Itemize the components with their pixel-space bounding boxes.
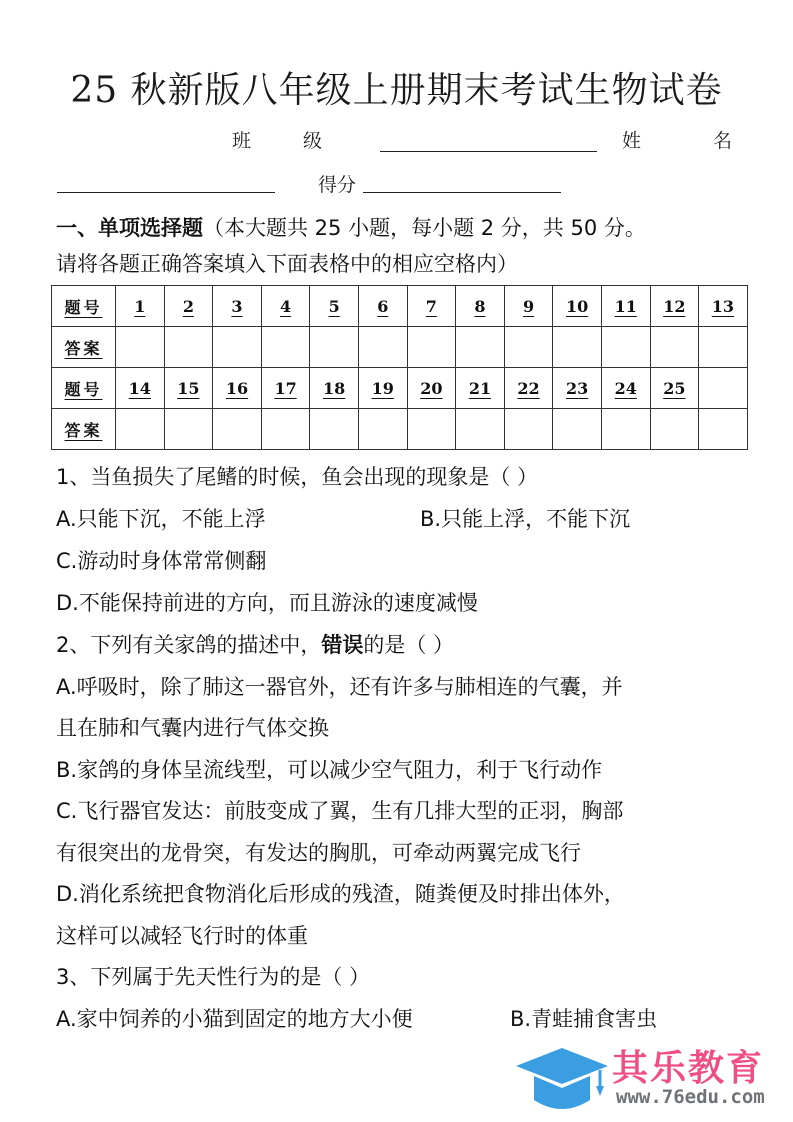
- question-1-option-a: A.只能下沉，不能上浮: [56, 507, 266, 531]
- answer-row-2: [52, 409, 748, 450]
- answer-cell[interactable]: [261, 409, 310, 450]
- answer-cell[interactable]: [504, 327, 553, 368]
- question-number-cell: 1: [116, 286, 165, 327]
- answer-cell[interactable]: [164, 409, 213, 450]
- question-number-row-2: [52, 368, 748, 409]
- answer-cell[interactable]: [407, 409, 456, 450]
- question-number-cell: 13: [699, 286, 748, 327]
- document-title: 25 秋新版八年级上册期末考试生物试卷: [70, 70, 723, 111]
- question-number-cell: 18: [310, 368, 359, 409]
- question-2-option-c-line2: 有很突出的龙骨突，有发达的胸肌，可牵动两翼完成飞行: [56, 841, 581, 865]
- answer-cell[interactable]: [456, 409, 505, 450]
- answer-cell[interactable]: [358, 409, 407, 450]
- question-number-cell: 11: [601, 286, 650, 327]
- answer-cell[interactable]: [650, 409, 699, 450]
- row-label-answer: 答案: [52, 409, 116, 450]
- question-number-cell: 23: [553, 368, 602, 409]
- row-label-answer: 答案: [52, 327, 116, 368]
- question-number-cell: 7: [407, 286, 456, 327]
- answer-cell[interactable]: [650, 327, 699, 368]
- question-number-cell: 20: [407, 368, 456, 409]
- class-label-1: 班: [232, 130, 252, 152]
- question-number-cell: 14: [116, 368, 165, 409]
- answer-cell[interactable]: [553, 409, 602, 450]
- question-number-row-1: [52, 286, 748, 327]
- answer-cell[interactable]: [116, 409, 165, 450]
- question-number-cell: 24: [601, 368, 650, 409]
- section-heading: 一、单项选择题: [56, 216, 203, 240]
- question-number-cell: 10: [553, 286, 602, 327]
- question-2-option-d-line1: D.消化系统把食物消化后形成的残渣，随粪便及时排出体外，: [56, 882, 625, 906]
- answer-cell[interactable]: [116, 327, 165, 368]
- question-number-cell: 12: [650, 286, 699, 327]
- answer-cell[interactable]: [164, 327, 213, 368]
- question-number-cell: 3: [213, 286, 262, 327]
- question-number-cell: 17: [261, 368, 310, 409]
- question-number-cell: 25: [650, 368, 699, 409]
- empty-cell: [699, 409, 748, 450]
- question-number-cell: 6: [358, 286, 407, 327]
- question-1-option-c: C.游动时身体常常侧翻: [56, 549, 267, 573]
- answer-table: [51, 285, 748, 450]
- answer-row-1: [52, 327, 748, 368]
- section-heading-block: [56, 210, 756, 282]
- answer-cell[interactable]: [601, 327, 650, 368]
- question-number-cell: 22: [504, 368, 553, 409]
- name-label-2: 名: [713, 130, 733, 152]
- question-2-stem-pre: 2、下列有关家鸽的描述中，: [56, 633, 322, 657]
- score-label: 得分: [318, 174, 357, 196]
- class-label-2: 级: [303, 130, 323, 152]
- watermark-brand: 其乐教育: [612, 1048, 765, 1089]
- answer-cell[interactable]: [310, 409, 359, 450]
- question-1-option-b: B.只能上浮，不能下沉: [420, 507, 631, 531]
- answer-cell[interactable]: [601, 409, 650, 450]
- answer-cell[interactable]: [310, 327, 359, 368]
- answer-cell[interactable]: [699, 327, 748, 368]
- row-label-question: 题号: [52, 368, 116, 409]
- row-label-question: 题号: [52, 286, 116, 327]
- question-number-cell: 21: [456, 368, 505, 409]
- question-2-option-a-line1: A.呼吸时，除了肺这一器官外，还有许多与肺相连的气囊，并: [56, 675, 623, 699]
- question-2-option-b: B.家鸽的身体呈流线型，可以减少空气阻力，利于飞行动作: [56, 758, 603, 782]
- question-3-option-a: A.家中饲养的小猫到固定的地方大小便: [56, 1007, 413, 1031]
- question-2-stem: [56, 631, 454, 659]
- score-blank-line[interactable]: [363, 192, 561, 193]
- question-number-cell: 19: [358, 368, 407, 409]
- question-number-cell: 5: [310, 286, 359, 327]
- question-number-cell: 16: [213, 368, 262, 409]
- answer-cell[interactable]: [456, 327, 505, 368]
- question-2-stem-emphasis: 错误: [321, 633, 364, 657]
- question-1-stem: 1、当鱼损失了尾鳍的时候，鱼会出现的现象是（ ）: [56, 465, 539, 489]
- class-blank-line[interactable]: [380, 151, 597, 152]
- answer-cell[interactable]: [213, 409, 262, 450]
- question-number-cell: 2: [164, 286, 213, 327]
- question-2-option-d-line2: 这样可以减轻飞行时的体重: [56, 924, 308, 948]
- answer-cell[interactable]: [213, 327, 262, 368]
- empty-cell: [699, 368, 748, 409]
- question-number-cell: 15: [164, 368, 213, 409]
- question-2-stem-post: 的是（ ）: [363, 633, 455, 657]
- graduation-cap-icon: [512, 1046, 612, 1118]
- answer-cell[interactable]: [553, 327, 602, 368]
- name-blank-line[interactable]: [57, 192, 275, 193]
- question-1-option-d: D.不能保持前进的方向，而且游泳的速度减慢: [56, 591, 478, 615]
- question-2-option-c-line1: C.飞行器官发达：前肢变成了翼，生有几排大型的正羽，胸部: [56, 799, 624, 823]
- question-2-option-a-line2: 且在肺和气囊内进行气体交换: [56, 716, 329, 740]
- answer-cell[interactable]: [358, 327, 407, 368]
- name-label-1: 姓: [622, 130, 642, 152]
- question-3-option-b: B.青蛙捕食害虫: [510, 1007, 658, 1031]
- answer-cell[interactable]: [407, 327, 456, 368]
- question-number-cell: 8: [456, 286, 505, 327]
- question-number-cell: 9: [504, 286, 553, 327]
- question-number-cell: 4: [261, 286, 310, 327]
- section-instructions-1: （本大题共 25 小题，每小题 2 分，共 50 分。: [203, 216, 646, 240]
- watermark-url: www.76edu.com: [616, 1086, 765, 1108]
- answer-cell[interactable]: [261, 327, 310, 368]
- section-instructions-2: 请将各题正确答案填入下面表格中的相应空格内）: [56, 252, 518, 276]
- answer-cell[interactable]: [504, 409, 553, 450]
- question-3-stem: 3、下列属于先天性行为的是（ ）: [56, 965, 371, 989]
